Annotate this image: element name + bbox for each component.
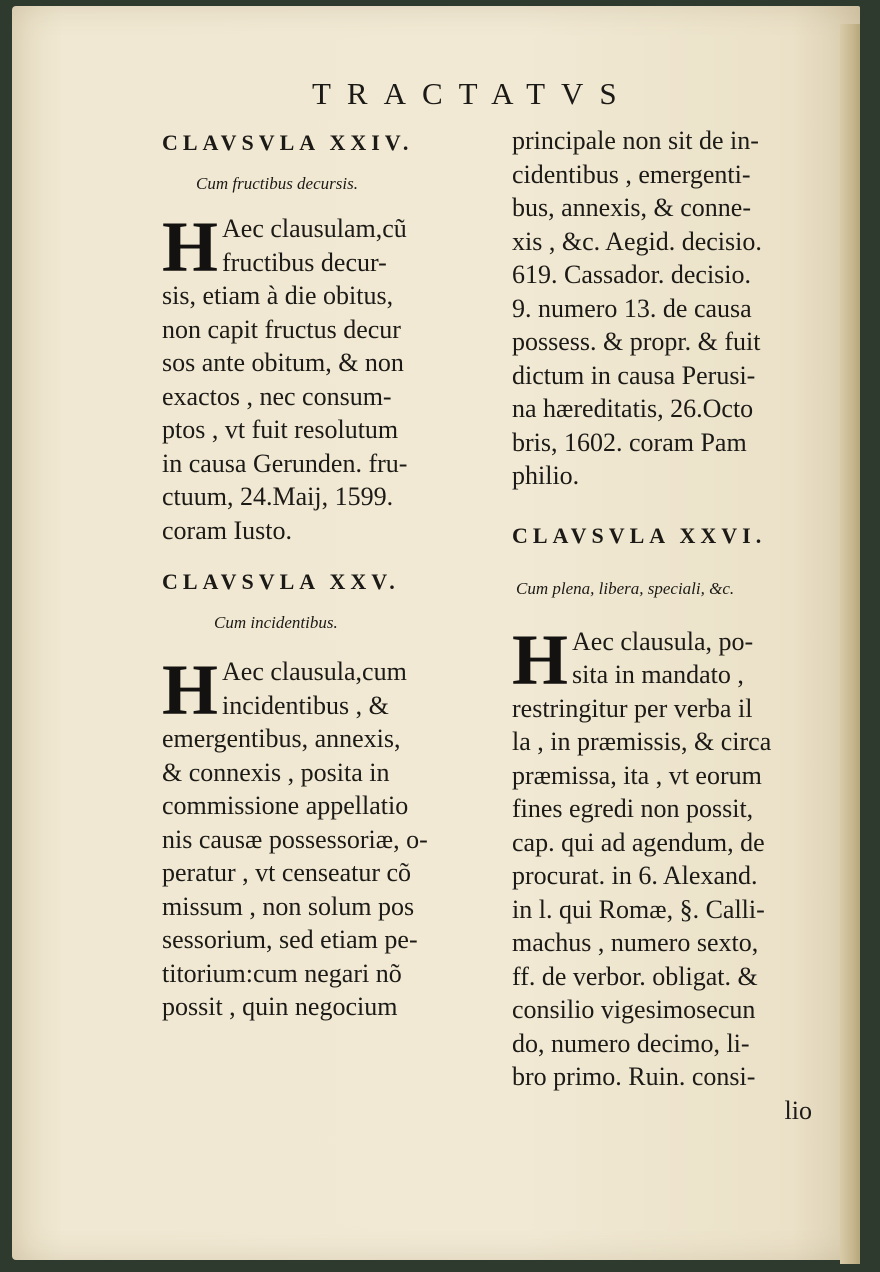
text-line: Aec clausula,cum (222, 657, 407, 686)
text-line: fines egredi non possit, (512, 794, 754, 823)
running-header: TRACTATVS (312, 76, 633, 111)
text-line: 619. Cassador. decisio. (512, 260, 752, 289)
text-line: possess. & propr. & fuit (512, 327, 761, 356)
text-line: coram Iusto. (162, 515, 292, 545)
left-column (162, 130, 472, 1024)
clause-24-dropcap: H (162, 207, 219, 287)
text-line: restringitur per verba il (512, 693, 753, 723)
text-line: possit , quin negocium (162, 992, 398, 1021)
page-edge (840, 24, 860, 1264)
text-line: bus, annexis, & conne- (512, 193, 752, 222)
text-line: exactos , nec consum- (162, 381, 392, 411)
catchword: lio (784, 1095, 812, 1125)
text-line: cidentibus , emergenti- (512, 159, 751, 189)
clause-26-subheading: Cum plena, libera, speciali, &c. (516, 578, 735, 598)
text-line: fructibus decur- (222, 247, 387, 277)
text-line: & connexis , posita in (162, 757, 390, 787)
text-line: commissione appellatio (162, 791, 409, 820)
clause-24-subheading: Cum fructibus decursis. (196, 174, 358, 193)
text-line: machus , numero sexto, (512, 928, 759, 957)
clause-25-subheading: Cum incidentibus. (214, 613, 338, 632)
text-line: titorium:cum negari nõ (162, 958, 402, 988)
text-line: in l. qui Romæ, §. Calli- (512, 894, 765, 924)
clause-24-paragraph (162, 207, 472, 547)
text-line: Aec clausula, po- (572, 626, 754, 656)
text-line: philio. (512, 461, 580, 490)
book-page (12, 6, 860, 1260)
clause-24-heading: CLAVSVLA XXIV. (162, 130, 414, 155)
clause-26-dropcap: H (512, 619, 569, 700)
text-line: 9. numero 13. de causa (512, 293, 752, 323)
text-line: sis, etiam à die obitus, (162, 281, 394, 310)
text-line: na hæreditatis, 26.Octo (512, 394, 754, 423)
text-line: ptos , vt fuit resolutum (162, 415, 399, 444)
text-line: sita in mandato , (572, 660, 744, 689)
clause-26-heading: CLAVSVLA XXVI. (512, 522, 767, 548)
clause-25-paragraph (162, 650, 472, 1024)
text-line: emergentibus, annexis, (162, 724, 401, 753)
text-line: consilio vigesimosecun (512, 995, 756, 1024)
text-line: incidentibus , & (222, 690, 389, 720)
text-line: nis causæ possessoriæ, o- (162, 824, 428, 854)
text-line: xis , &c. Aegid. decisio. (512, 226, 762, 256)
text-line: bro primo. Ruin. consi- (512, 1062, 756, 1091)
text-line: in causa Gerunden. fru- (162, 448, 408, 478)
right-column (512, 124, 832, 1127)
continuation-paragraph (512, 124, 832, 493)
text-line: sos ante obitum, & non (162, 348, 404, 377)
clause-25-dropcap: H (162, 650, 219, 730)
text-line: non capit fructus decur (162, 314, 401, 344)
text-line: cap. qui ad agendum, de (512, 827, 765, 857)
text-line: Aec clausulam,cũ (222, 214, 407, 243)
text-line: la , in præmissis, & circa (512, 727, 772, 756)
text-line: principale non sit de in- (512, 126, 759, 155)
text-line: ctuum, 24.Maij, 1599. (162, 482, 394, 511)
text-line: procurat. in 6. Alexand. (512, 861, 758, 890)
clause-25-heading: CLAVSVLA XXV. (162, 569, 400, 594)
text-line: missum , non solum pos (162, 891, 415, 921)
text-line: do, numero decimo, li- (512, 1028, 750, 1058)
clause-26-paragraph (512, 619, 832, 1128)
text-line: bris, 1602. coram Pam (512, 427, 747, 457)
text-line: peratur , vt censeatur cõ (162, 858, 412, 887)
text-line: præmissa, ita , vt eorum (512, 760, 762, 790)
text-line: dictum in causa Perusi- (512, 360, 756, 390)
text-line: sessorium, sed etiam pe- (162, 925, 418, 954)
text-line: ff. de verbor. obligat. & (512, 961, 758, 991)
